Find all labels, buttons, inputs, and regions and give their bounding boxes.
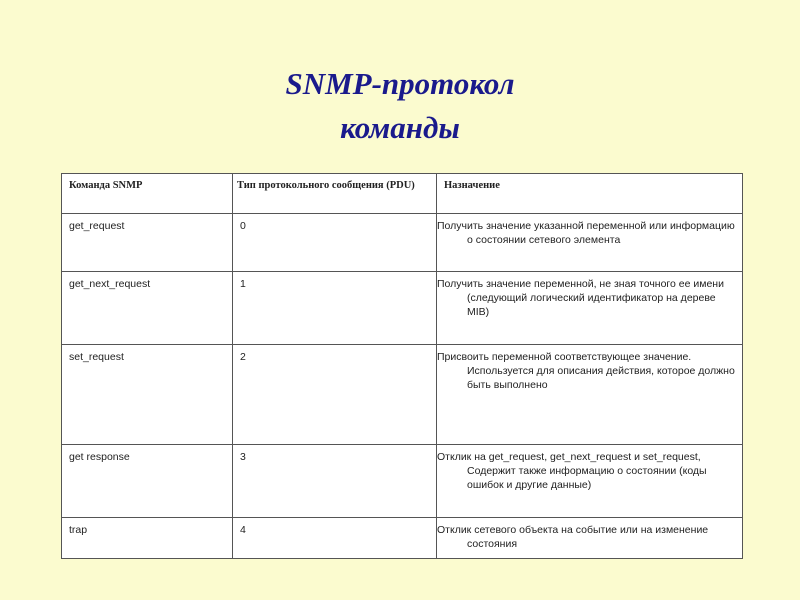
cell-command: set_request — [62, 345, 233, 445]
cell-pdu: 2 — [233, 345, 437, 445]
page-title — [0, 62, 800, 150]
cell-pdu: 4 — [233, 518, 437, 559]
table-row — [62, 345, 743, 445]
table-row — [62, 445, 743, 518]
cell-purpose: Получить значение переменной, не зная точного ее имени (следующий логический идентификатор на дереве MIB) — [437, 272, 743, 345]
header-pdu-type: Тип протокольного сообщения (PDU) — [233, 174, 437, 214]
table-header-row — [62, 174, 743, 214]
cell-purpose: Получить значение указанной переменной или информацию о состоянии сетевого элемента — [437, 214, 743, 272]
cell-purpose: Присвоить переменной соответствующее значение. Используется для описания действия, которое должно быть выполнено — [437, 345, 743, 445]
cell-command: get_request — [62, 214, 233, 272]
cell-pdu: 3 — [233, 445, 437, 518]
cell-purpose: Отклик на get_request, get_next_request и set_request, Содержит также информацию о состоянии (коды ошибок и другие данные) — [437, 445, 743, 518]
cell-command: get_next_request — [62, 272, 233, 345]
cell-command: get response — [62, 445, 233, 518]
table-row — [62, 214, 743, 272]
cell-command: trap — [62, 518, 233, 559]
table-row — [62, 518, 743, 559]
snmp-commands-table — [61, 173, 743, 559]
cell-pdu: 0 — [233, 214, 437, 272]
cell-pdu: 1 — [233, 272, 437, 345]
title-line-2: команды — [340, 110, 460, 145]
header-command: Команда SNMP — [62, 174, 233, 214]
table-row — [62, 272, 743, 345]
cell-purpose: Отклик сетевого объекта на событие или на изменение состояния — [437, 518, 743, 559]
title-line-1: SNMP-протокол — [285, 66, 515, 101]
header-purpose: Назначение — [437, 174, 743, 214]
